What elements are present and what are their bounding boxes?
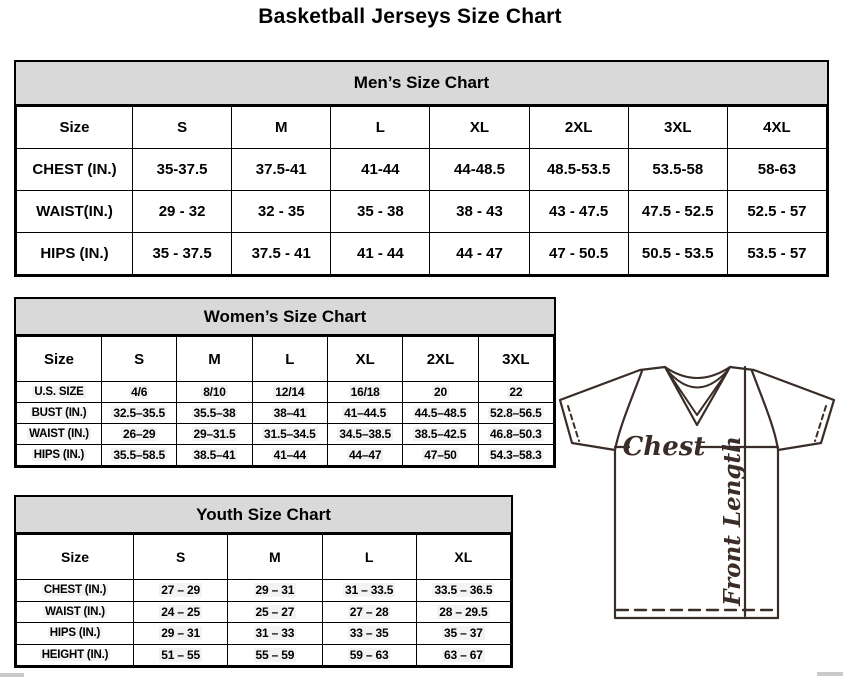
- column-header-l: L: [322, 535, 416, 580]
- size-value-cell: 31 – 33: [228, 623, 322, 645]
- table-row: [17, 382, 554, 403]
- table-row: [17, 601, 511, 623]
- size-value-cell: 44-48.5: [430, 149, 529, 191]
- column-header-m: M: [232, 107, 331, 149]
- column-header-2xl: 2XL: [529, 107, 628, 149]
- size-value-cell: 41–44.5: [327, 403, 402, 424]
- size-value-cell: 47 - 50.5: [529, 233, 628, 275]
- size-value-cell: 53.5 - 57: [727, 233, 826, 275]
- row-label: WAIST(IN.): [17, 191, 133, 233]
- size-value-cell: 29–31.5: [177, 424, 252, 445]
- row-label: CHEST (IN.): [17, 580, 134, 602]
- size-value-cell: 4/6: [102, 382, 177, 403]
- row-label: HIPS (IN.): [17, 233, 133, 275]
- column-header-m: M: [177, 337, 252, 382]
- chest-label: Chest: [622, 432, 706, 462]
- size-value-cell: 53.5-58: [628, 149, 727, 191]
- mens-table-title: Men’s Size Chart: [16, 62, 827, 106]
- size-value-cell: 47.5 - 52.5: [628, 191, 727, 233]
- womens-table-title: Women’s Size Chart: [16, 299, 554, 336]
- size-value-cell: 35 – 37: [416, 623, 510, 645]
- column-header-l: L: [252, 337, 327, 382]
- size-column-header: Size: [17, 107, 133, 149]
- size-value-cell: 52.5 - 57: [727, 191, 826, 233]
- column-header-l: L: [331, 107, 430, 149]
- row-label: CHEST (IN.): [17, 149, 133, 191]
- size-value-cell: 58-63: [727, 149, 826, 191]
- mens-table-grid: [16, 106, 827, 275]
- column-header-m: M: [228, 535, 322, 580]
- size-value-cell: 28 – 29.5: [416, 601, 510, 623]
- size-value-cell: 35.5–38: [177, 403, 252, 424]
- size-value-cell: 51 – 55: [134, 644, 228, 666]
- table-row: [17, 403, 554, 424]
- right-armhole-seam: [752, 371, 778, 450]
- column-header-s: S: [133, 107, 232, 149]
- size-value-cell: 55 – 59: [228, 644, 322, 666]
- youth-table-title: Youth Size Chart: [16, 497, 511, 534]
- size-value-cell: 41-44: [331, 149, 430, 191]
- column-header-xl: XL: [327, 337, 402, 382]
- column-header-xl: XL: [430, 107, 529, 149]
- size-value-cell: 16/18: [327, 382, 402, 403]
- column-header-3xl: 3XL: [478, 337, 553, 382]
- jersey-measurement-diagram: [552, 353, 842, 628]
- right-cuff-dashed-line: [815, 406, 826, 441]
- size-value-cell: 38–41: [252, 403, 327, 424]
- size-value-cell: 33.5 – 36.5: [416, 580, 510, 602]
- size-value-cell: 37.5 - 41: [232, 233, 331, 275]
- size-value-cell: 12/14: [252, 382, 327, 403]
- size-value-cell: 37.5-41: [232, 149, 331, 191]
- size-value-cell: 46.8–50.3: [478, 424, 553, 445]
- row-label: U.S. SIZE: [17, 382, 102, 403]
- size-value-cell: 35 - 38: [331, 191, 430, 233]
- size-value-cell: 22: [478, 382, 553, 403]
- size-value-cell: 63 – 67: [416, 644, 510, 666]
- table-row: [17, 445, 554, 466]
- scrollbar-fragment-right[interactable]: [817, 672, 843, 676]
- size-value-cell: 8/10: [177, 382, 252, 403]
- size-value-cell: 35-37.5: [133, 149, 232, 191]
- row-label: WAIST (IN.): [17, 601, 134, 623]
- size-value-cell: 25 – 27: [228, 601, 322, 623]
- column-header-s: S: [134, 535, 228, 580]
- size-value-cell: 48.5-53.5: [529, 149, 628, 191]
- size-value-cell: 31 – 33.5: [322, 580, 416, 602]
- jersey-outline: [560, 367, 834, 618]
- table-row: [17, 644, 511, 666]
- size-value-cell: 27 – 28: [322, 601, 416, 623]
- size-value-cell: 44 - 47: [430, 233, 529, 275]
- table-row: [17, 623, 511, 645]
- size-value-cell: 35.5–58.5: [102, 445, 177, 466]
- row-label: HEIGHT (IN.): [17, 644, 134, 666]
- size-value-cell: 38.5–42.5: [403, 424, 478, 445]
- size-value-cell: 44.5–48.5: [403, 403, 478, 424]
- size-value-cell: 29 – 31: [228, 580, 322, 602]
- size-value-cell: 54.3–58.3: [478, 445, 553, 466]
- row-label: BUST (IN.): [17, 403, 102, 424]
- youth-size-table: [14, 495, 513, 668]
- page-title: Basketball Jerseys Size Chart: [258, 5, 562, 28]
- size-value-cell: 24 – 25: [134, 601, 228, 623]
- size-value-cell: 35 - 37.5: [133, 233, 232, 275]
- size-value-cell: 44–47: [327, 445, 402, 466]
- size-value-cell: 43 - 47.5: [529, 191, 628, 233]
- row-label: HIPS (IN.): [17, 445, 102, 466]
- womens-table-grid: [16, 336, 554, 466]
- size-value-cell: 27 – 29: [134, 580, 228, 602]
- size-column-header: Size: [17, 337, 102, 382]
- column-header-3xl: 3XL: [628, 107, 727, 149]
- size-value-cell: 34.5–38.5: [327, 424, 402, 445]
- front-length-label: Front Length: [719, 436, 746, 606]
- table-row: [17, 233, 827, 275]
- size-value-cell: 50.5 - 53.5: [628, 233, 727, 275]
- size-value-cell: 41–44: [252, 445, 327, 466]
- row-label: HIPS (IN.): [17, 623, 134, 645]
- table-row: [17, 580, 511, 602]
- table-row: [17, 191, 827, 233]
- size-value-cell: 38 - 43: [430, 191, 529, 233]
- size-value-cell: 38.5–41: [177, 445, 252, 466]
- column-header-s: S: [102, 337, 177, 382]
- mens-size-table: [14, 60, 829, 277]
- table-row: [17, 149, 827, 191]
- size-column-header: Size: [17, 535, 134, 580]
- column-header-xl: XL: [416, 535, 510, 580]
- column-header-2xl: 2XL: [403, 337, 478, 382]
- size-value-cell: 32.5–35.5: [102, 403, 177, 424]
- collar-outer-v: [665, 367, 730, 425]
- column-header-4xl: 4XL: [727, 107, 826, 149]
- size-value-cell: 31.5–34.5: [252, 424, 327, 445]
- size-value-cell: 29 – 31: [134, 623, 228, 645]
- size-value-cell: 59 – 63: [322, 644, 416, 666]
- womens-size-table: [14, 297, 556, 468]
- size-value-cell: 26–29: [102, 424, 177, 445]
- size-value-cell: 20: [403, 382, 478, 403]
- size-value-cell: 29 - 32: [133, 191, 232, 233]
- size-value-cell: 32 - 35: [232, 191, 331, 233]
- scrollbar-fragment-left[interactable]: [0, 673, 24, 677]
- size-value-cell: 41 - 44: [331, 233, 430, 275]
- table-row: [17, 424, 554, 445]
- size-value-cell: 52.8–56.5: [478, 403, 553, 424]
- size-value-cell: 47–50: [403, 445, 478, 466]
- youth-table-grid: [16, 534, 511, 666]
- row-label: WAIST (IN.): [17, 424, 102, 445]
- size-value-cell: 33 – 35: [322, 623, 416, 645]
